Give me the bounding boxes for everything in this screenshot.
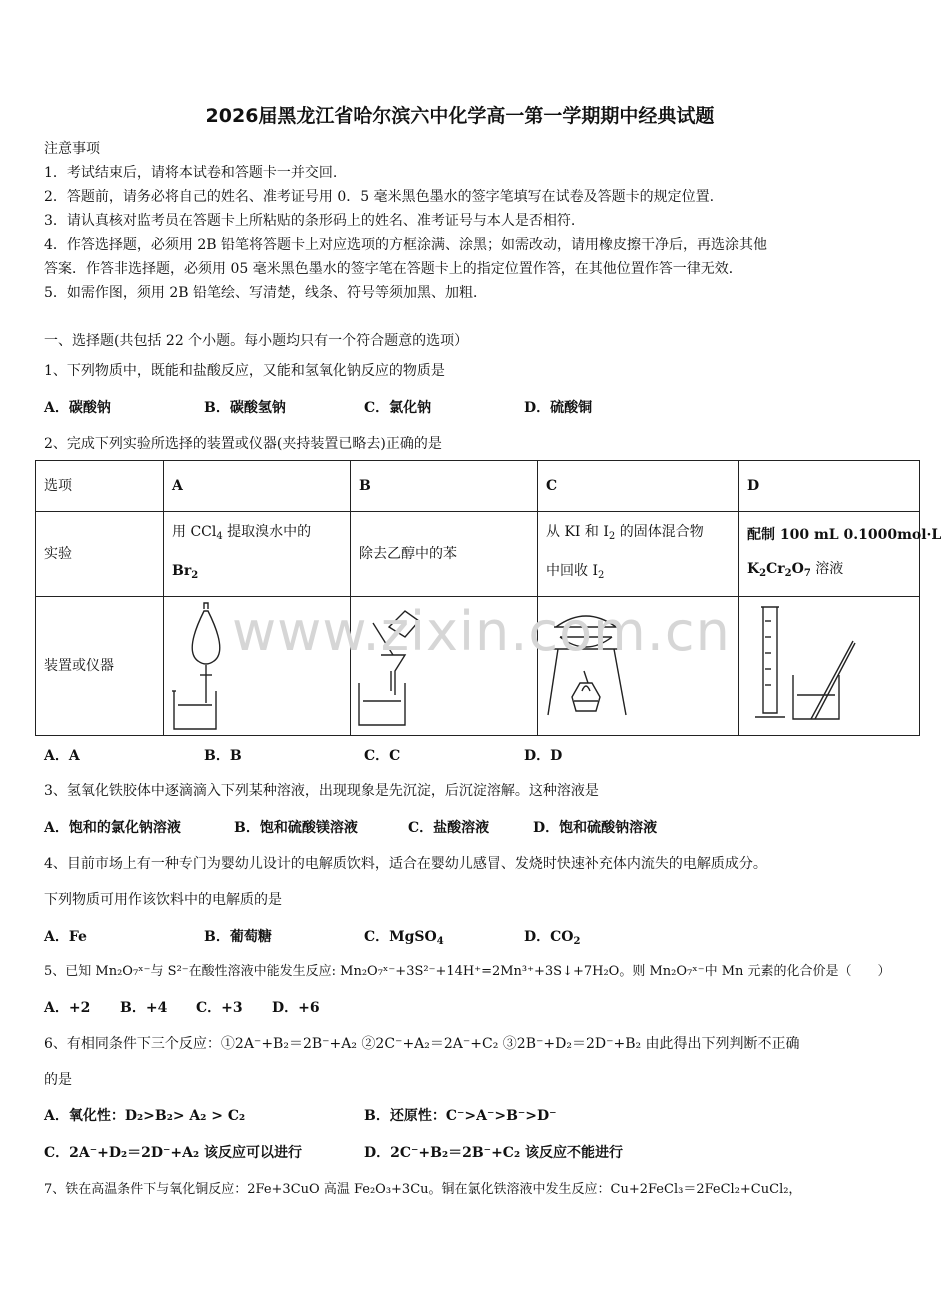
- header-a: A: [164, 461, 351, 512]
- q1-option-b: B．碳酸氢钠: [204, 400, 286, 416]
- q1-option-a: A．碳酸钠: [44, 400, 111, 416]
- q6-stem-line2: 的是: [44, 1072, 72, 1088]
- q5-option-d: D．+6: [272, 1000, 320, 1016]
- q2-table: [35, 460, 941, 736]
- q4-option-d: D．$CO_2$: [524, 929, 581, 947]
- q2-option-a: A．A: [44, 748, 80, 764]
- header-c: C: [538, 461, 739, 512]
- notice-item-4-cont: 答案．作答非选择题，必须用 05 毫米黑色墨水的签字笔在答题卡上的指定位置作答，在其他位置作答一律无效．: [44, 261, 743, 277]
- q3-option-d: D．饱和硫酸钠溶液: [533, 820, 658, 836]
- notice-item-1: 1．考试结束后，请将本试卷和答题卡一并交回.: [44, 165, 338, 181]
- table-row-header: [36, 461, 920, 512]
- q6-option-b: B．还原性：C⁻>A⁻>B⁻>D⁻: [364, 1108, 557, 1124]
- separatory-funnel-diagram: [172, 601, 342, 731]
- cell-d-experiment: 配制 100 mL 0.1000mol·L $K_2Cr_2O_7$ 溶液: [739, 512, 920, 597]
- q4-stem-line1: 4、目前市场上有一种专门为婴幼儿设计的电解质饮料，适合在婴幼儿感冒、发烧时快速补充体内流失的电解质成分。: [44, 856, 767, 872]
- cell-c-apparatus: [538, 597, 739, 736]
- q4-option-a: A．Fe: [44, 929, 87, 945]
- filtration-diagram: [359, 601, 529, 731]
- header-b: B: [351, 461, 538, 512]
- q3-option-b: B．饱和硫酸镁溶液: [234, 820, 358, 836]
- q6-option-d: D．2C⁻+B₂＝2B⁻+C₂ 该反应不能进行: [364, 1145, 623, 1161]
- q3-option-a: A．饱和的氯化钠溶液: [44, 820, 181, 836]
- sublimation-diagram: [546, 601, 730, 731]
- q3-stem: 3、氢氧化铁胶体中逐滴滴入下列某种溶液，出现现象是先沉淀，后沉淀溶解。这种溶液是: [44, 783, 599, 799]
- q7-stem: 7、铁在高温条件下与氧化铜反应：2Fe+3CuO 高温 Fe₂O₃+3Cu。铜在氯化铁溶液中发生反应：Cu+2FeCl₃＝2FeCl₂+CuCl₂，: [44, 1182, 802, 1197]
- q4-option-c: C．MgSO$_4$: [364, 929, 444, 947]
- q2-option-b: B．B: [204, 748, 242, 764]
- page-title: 2026届黑龙江省哈尔滨六中化学高一第一学期期中经典试题: [205, 105, 715, 127]
- notice-item-2: 2．答题前，请务必将自己的姓名、准考证号用 0．5 毫米黑色墨水的签字笔填写在试卷及答题卡的规定位置.: [44, 189, 715, 205]
- cell-c-experiment: 从 KI 和 $I_2$ 的固体混合物 中回收 $I_2$: [538, 512, 739, 597]
- notice-item-3: 3．请认真核对监考员在答题卡上所粘贴的条形码上的姓名、准考证号与本人是否相符.: [44, 213, 576, 229]
- section-heading: 一、选择题(共包括 22 个小题。每小题均只有一个符合题意的选项）: [44, 333, 469, 349]
- q5-option-c: C．+3: [196, 1000, 243, 1016]
- q5-option-a: A．+2: [44, 1000, 91, 1016]
- header-d: D: [739, 461, 920, 512]
- cell-a-experiment: 用 CCl$_4$ 提取溴水中的 $Br_2$: [164, 512, 351, 597]
- q3-option-c: C．盐酸溶液: [408, 820, 490, 836]
- watermark: www.zixin.com.cn: [232, 600, 731, 663]
- header-option: 选项: [36, 461, 164, 512]
- q4-stem-line2: 下列物质可用作该饮料中的电解质的是: [44, 892, 282, 908]
- q6-option-c: C．2A⁻+D₂＝2D⁻+A₂ 该反应可以进行: [44, 1145, 303, 1161]
- q5-option-b: B．+4: [120, 1000, 168, 1016]
- table-row-apparatus: [36, 597, 920, 736]
- q5-stem: 5、已知 Mn₂O₇ˣ⁻与 S²⁻在酸性溶液中能发生反应: Mn₂O₇ˣ⁻+3S²⁻+14H⁺=2Mn³⁺+3S↓+7H₂O。则 Mn₂O₇ˣ⁻中 Mn 元素的化合价是（ ）: [44, 964, 891, 979]
- notice-item-5: 5．如需作图，须用 2B 铅笔绘、写清楚，线条、符号等须加黑、加粗．: [44, 285, 488, 301]
- cell-b-experiment: 除去乙醇中的苯: [351, 512, 538, 597]
- cell-b-apparatus: [351, 597, 538, 736]
- notice-item-4: 4．作答选择题，必须用 2B 铅笔将答题卡上对应选项的方框涂满、涂黑；如需改动，请用橡皮擦干净后，再选涂其他: [44, 237, 767, 253]
- notice-heading: 注意事项: [44, 141, 100, 157]
- q2-option-c: C．C: [364, 748, 401, 764]
- q1-stem: 1、下列物质中，既能和盐酸反应，又能和氢氧化钠反应的物质是: [44, 363, 445, 379]
- q1-option-c: C．氯化钠: [364, 400, 432, 416]
- q1-option-d: D．硫酸铜: [524, 400, 593, 416]
- q4-option-b: B．葡萄糖: [204, 929, 272, 945]
- q6-stem-line1: 6、有相同条件下三个反应：①2A⁻+B₂＝2B⁻+A₂ ②2C⁻+A₂＝2A⁻+C₂ ③2B⁻+D₂＝2D⁻+B₂ 由此得出下列判断不正确: [44, 1036, 800, 1052]
- row-label-experiment: 实验: [36, 512, 164, 597]
- q2-stem: 2、完成下列实验所选择的装置或仪器(夹持装置已略去)正确的是: [44, 436, 442, 452]
- q6-option-a: A．氧化性：D₂>B₂> A₂ > C₂: [44, 1108, 246, 1124]
- cell-d-apparatus: [739, 597, 920, 736]
- volumetric-diagram: [747, 601, 911, 731]
- q2-option-d: D．D: [524, 748, 563, 764]
- cell-a-apparatus: [164, 597, 351, 736]
- table-row-experiment: [36, 512, 920, 597]
- row-label-apparatus: 装置或仪器: [36, 597, 164, 736]
